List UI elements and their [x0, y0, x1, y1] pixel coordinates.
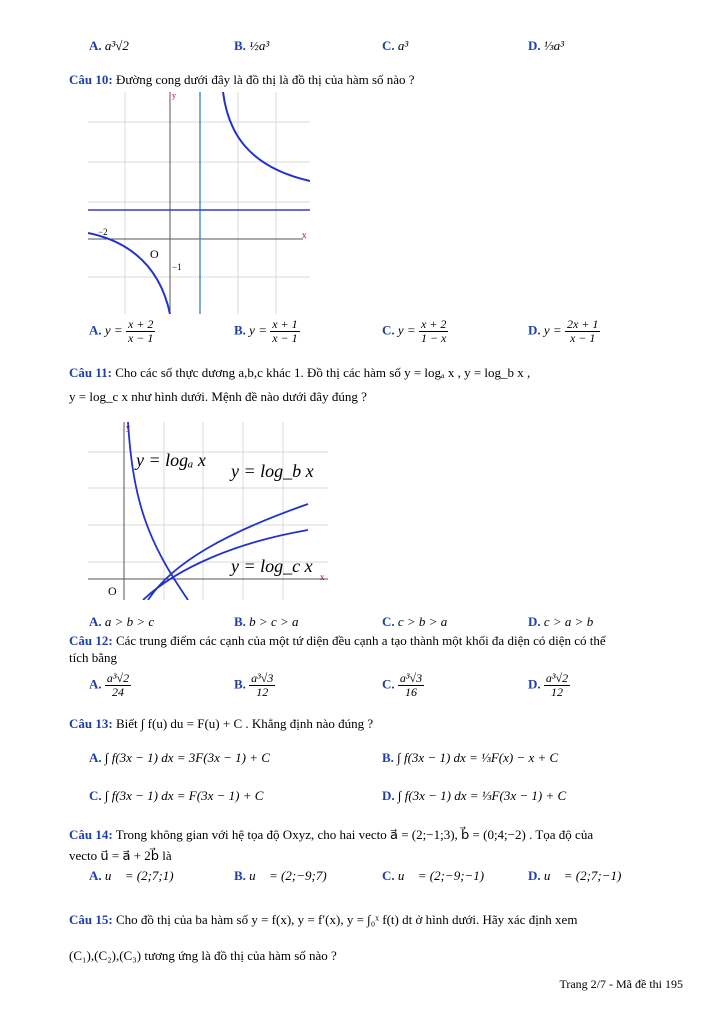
q10-c-den: 1 − x — [420, 331, 447, 345]
q10-number: Câu 10: — [69, 72, 113, 87]
q9-d-text: ⅓a³ — [543, 38, 565, 53]
q11-a-label: A. — [89, 614, 102, 629]
q13-a-text: ∫ f(3x − 1) dx = 3F(3x − 1) + C — [104, 750, 270, 765]
q11-graph — [88, 422, 333, 600]
q10-c-num: x + 2 — [420, 317, 447, 331]
q12-options — [69, 672, 689, 700]
q13-text: Biết ∫ f(u) du = F(u) + C . Khẳng định nào đúng ? — [115, 716, 374, 731]
q9-a-label: A. — [89, 38, 102, 53]
q9-d-label: D. — [528, 38, 541, 53]
q10-d-label: D. — [528, 322, 541, 338]
q12-a-label: A. — [89, 676, 102, 692]
q13-option-a — [89, 750, 270, 766]
q10-tick-neg1: −1 — [172, 262, 182, 272]
q12-option-d — [528, 672, 570, 699]
q13-stem — [69, 716, 689, 732]
q10-x-label: x — [302, 230, 307, 240]
q13-c-label: C. — [89, 788, 102, 803]
q14-text2: vecto u⃗ = a⃗ + 2b⃗ là — [69, 848, 172, 863]
q9-option-b — [234, 38, 269, 54]
q9-c-label: C. — [382, 38, 395, 53]
q15-number: Câu 15: — [69, 912, 113, 927]
q11-text: Cho các số thực dương a,b,c khác 1. Đồ thị các hàm số y = logₐ x , y = log_b x , — [115, 365, 531, 380]
q14-c-label: C. — [382, 868, 395, 883]
q11-d-text: c > a > b — [543, 614, 594, 629]
q10-stem — [69, 72, 689, 88]
q10-a-num: x + 2 — [127, 317, 154, 331]
q10-b-den: x − 1 — [272, 331, 298, 345]
q13-d-label: D. — [382, 788, 395, 803]
q12-text: Các trung điểm các cạnh của một tứ diện đều cạnh a tạo thành một khối đa diện có diện có thể — [115, 633, 606, 648]
q14-option-c — [382, 868, 484, 884]
q10-a-label: A. — [89, 322, 102, 338]
q13-a-label: A. — [89, 750, 102, 765]
q12-option-a — [89, 672, 131, 699]
q14-option-d — [528, 868, 621, 884]
q9-a-text: a³√2 — [104, 38, 129, 53]
q12-c-label: C. — [382, 676, 395, 692]
q13-options-row2 — [69, 786, 689, 814]
q12-d-label: D. — [528, 676, 541, 692]
q10-options — [69, 318, 689, 346]
q14-number: Câu 14: — [69, 827, 113, 842]
q10-graph — [88, 92, 310, 314]
q10-option-b: B. y = $\frac{x + 1}{x - 1}$ — [234, 317, 298, 345]
q11-b-text: b > c > a — [249, 614, 299, 629]
q10-d-den: x − 1 — [569, 331, 596, 345]
q12-b-den: 12 — [256, 685, 269, 699]
q14-c-text: u⃗ = (2;−9;−1) — [397, 868, 485, 883]
q11-option-d — [528, 614, 593, 630]
q10-b-label: B. — [234, 322, 246, 338]
q14-option-a — [89, 868, 174, 884]
q13-number: Câu 13: — [69, 716, 113, 731]
q11-x-label: x — [320, 572, 325, 582]
q10-grid — [88, 92, 310, 314]
q13-c-text: ∫ f(3x − 1) dx = F(3x − 1) + C — [104, 788, 264, 803]
q12-d-den: 12 — [550, 685, 563, 699]
q14-stem — [69, 822, 689, 864]
q9-option-c — [382, 38, 408, 54]
q14-b-text: u⃗ = (2;−9;7) — [249, 868, 327, 883]
q10-curve-left — [88, 233, 170, 314]
q11-d-label: D. — [528, 614, 541, 629]
q11-y-label: y — [126, 423, 130, 432]
q13-options-row1 — [69, 748, 689, 776]
q10-c-label: C. — [382, 322, 395, 338]
q12-text2: tích bằng — [69, 650, 118, 665]
q14-d-text: u⃗ = (2;7;−1) — [543, 868, 622, 883]
q12-b-label: B. — [234, 676, 246, 692]
q13-d-text: ∫ f(3x − 1) dx = ⅓F(3x − 1) + C — [397, 788, 567, 803]
q12-option-c — [382, 672, 424, 699]
q11-c-text: c > b > a — [397, 614, 448, 629]
q10-origin: O — [150, 247, 159, 261]
q9-option-a — [89, 38, 129, 54]
q9-options — [69, 34, 689, 62]
q11-b-label: B. — [234, 614, 246, 629]
q11-curve-logb — [148, 504, 308, 600]
q9-b-text: ½a³ — [249, 38, 270, 53]
q10-d-num: 2x + 1 — [566, 317, 599, 331]
q12-c-den: 16 — [404, 685, 417, 699]
q10-y-label: y — [172, 92, 176, 100]
q14-d-label: D. — [528, 868, 541, 883]
q14-text: Trong không gian với hệ tọa độ Oxyz, cho hai vecto a⃗ = (2;−1;3), b⃗ = (0;4;−2) . Tọa độ của — [115, 827, 594, 842]
q11-origin: O — [108, 584, 117, 598]
q11-c-label: C. — [382, 614, 395, 629]
q13-option-c — [89, 788, 263, 804]
q11-number: Câu 11: — [69, 365, 112, 380]
q12-stem — [69, 632, 689, 666]
q10-curve-right — [223, 92, 310, 181]
q11-label-logb: y = log_b x — [231, 461, 314, 481]
q9-option-d — [528, 38, 564, 54]
q15-text: Cho đồ thị của ba hàm số y = f(x), y = f′(x), y = ∫₀ˣ f(t) dt ở hình dưới. Hãy xác định xem — [115, 912, 578, 927]
q12-d-num: a³√2 — [545, 671, 569, 685]
q9-b-label: B. — [234, 38, 246, 53]
q10-b-num: x + 1 — [272, 317, 298, 331]
q13-option-d — [382, 788, 566, 804]
q10-text: Đường cong dưới đây là đồ thị là đồ thị của hàm số nào ? — [115, 72, 415, 87]
q12-option-b — [234, 672, 275, 699]
page-footer: Trang 2/7 - Mã đề thi 195 — [559, 977, 683, 991]
q12-b-num: a³√3 — [251, 671, 274, 685]
q14-options — [69, 866, 689, 894]
q10-option-a: A. y = $\frac{x + 2}{x - 1}$ — [89, 317, 154, 345]
q12-c-num: a³√3 — [399, 671, 423, 685]
q12-a-num: a³√2 — [106, 671, 130, 685]
q10-option-c: C. y = $\frac{x + 2}{1 - x}$ — [382, 317, 447, 345]
q14-a-text: u⃗ = (2;7;1) — [104, 868, 174, 883]
q13-option-b — [382, 750, 558, 766]
q9-c-text: a³ — [397, 38, 409, 53]
q15-stem — [69, 902, 689, 974]
q11-option-c — [382, 614, 447, 630]
q13-b-label: B. — [382, 750, 394, 765]
q10-a-den: x − 1 — [127, 331, 154, 345]
q11-stem — [69, 361, 689, 409]
q12-a-den: 24 — [111, 685, 124, 699]
q11-a-text: a > b > c — [104, 614, 155, 629]
q11-option-b — [234, 614, 299, 630]
q14-b-label: B. — [234, 868, 246, 883]
q13-b-text: ∫ f(3x − 1) dx = ⅓F(x) − x + C — [397, 750, 559, 765]
q11-text2: y = log_c x như hình dưới. Mệnh đề nào dưới đây đúng ? — [69, 389, 367, 404]
q14-a-label: A. — [89, 868, 102, 883]
q11-label-loga: y = logₐ x — [136, 450, 206, 470]
q14-option-b — [234, 868, 327, 884]
q11-option-a — [89, 614, 154, 630]
q15-text2: (C₁),(C₂),(C₃) tương ứng là đồ thị của hàm số nào ? — [69, 948, 337, 963]
q10-tick-neg2: −2 — [98, 227, 108, 237]
q11-label-logc: y = log_c x — [231, 556, 313, 576]
q12-number: Câu 12: — [69, 633, 113, 648]
q10-option-d: D. y = $\frac{2x + 1}{x - 1}$ — [528, 317, 599, 345]
